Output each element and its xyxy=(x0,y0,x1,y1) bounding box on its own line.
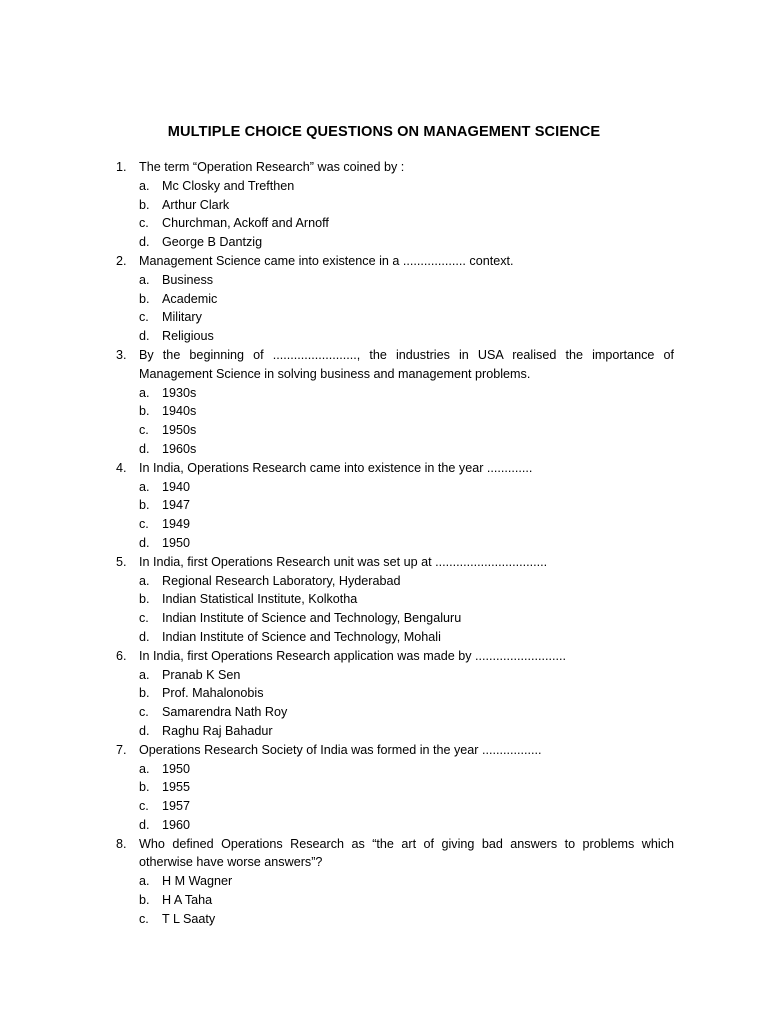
answer-option xyxy=(0,214,768,233)
option-letter: c. xyxy=(139,423,149,438)
option-letter: d. xyxy=(139,329,150,344)
option-letter: a. xyxy=(139,667,150,682)
answer-option xyxy=(0,760,768,779)
option-letter: b. xyxy=(139,893,150,908)
option-letter: b. xyxy=(139,686,150,701)
option-text: T L Saaty xyxy=(162,911,216,926)
option-text: Pranab K Sen xyxy=(162,667,241,682)
question-item xyxy=(0,158,768,252)
option-text: 1950s xyxy=(162,423,197,438)
option-text: Mc Closky and Trefthen xyxy=(162,178,295,193)
answer-option xyxy=(0,177,768,196)
option-letter: b. xyxy=(139,498,150,513)
question-text: otherwise have worse answers”? xyxy=(139,855,323,870)
answer-option xyxy=(0,872,768,891)
answer-option xyxy=(0,440,768,459)
option-letter: c. xyxy=(139,911,149,926)
answer-option xyxy=(0,910,768,929)
question-number: 8. xyxy=(116,836,127,851)
question-text-line xyxy=(0,252,768,271)
option-text: Indian Institute of Science and Technology, Mohali xyxy=(162,629,441,644)
option-text: Raghu Raj Bahadur xyxy=(162,723,273,738)
question-text-line xyxy=(0,647,768,666)
question-text-line xyxy=(0,835,768,854)
option-letter: c. xyxy=(139,216,149,231)
question-number: 1. xyxy=(116,160,127,174)
option-text: H M Wagner xyxy=(162,874,233,889)
option-letter: c. xyxy=(139,705,149,720)
question-text-line xyxy=(0,158,768,177)
question-number: 7. xyxy=(116,742,127,757)
option-letter: b. xyxy=(139,197,150,212)
option-text: Academic xyxy=(162,291,218,306)
option-letter: a. xyxy=(139,874,150,889)
question-item xyxy=(0,647,768,741)
option-text: 1947 xyxy=(162,498,191,513)
option-letter: c. xyxy=(139,517,149,532)
answer-option xyxy=(0,534,768,553)
question-item xyxy=(0,346,768,459)
option-letter: d. xyxy=(139,817,150,832)
option-text: Prof. Mahalonobis xyxy=(162,686,264,701)
option-letter: b. xyxy=(139,291,150,306)
option-text: 1930s xyxy=(162,385,197,400)
option-text: 1940s xyxy=(162,404,197,419)
question-text: Who defined Operations Research as “the art of giving bad answers to problems which xyxy=(139,836,674,851)
option-letter: c. xyxy=(139,799,149,814)
option-text: George B Dantzig xyxy=(162,235,263,250)
question-text-line xyxy=(0,853,768,872)
option-letter: c. xyxy=(139,611,149,626)
answer-option xyxy=(0,515,768,534)
option-text: Churchman, Ackoff and Arnoff xyxy=(162,216,329,231)
question-item xyxy=(0,835,768,929)
option-text: 1955 xyxy=(162,780,191,795)
option-text: 1960s xyxy=(162,441,197,456)
answer-option xyxy=(0,666,768,685)
option-text: Indian Institute of Science and Technology, Bengaluru xyxy=(162,611,462,626)
question-text: Management Science came into existence in a .................. context. xyxy=(139,253,514,268)
option-text: Samarendra Nath Roy xyxy=(162,705,288,720)
option-letter: b. xyxy=(139,404,150,419)
option-letter: a. xyxy=(139,573,150,588)
option-letter: a. xyxy=(139,178,150,193)
question-text: Operations Research Society of India was formed in the year ................. xyxy=(139,742,542,757)
answer-option xyxy=(0,384,768,403)
option-letter: a. xyxy=(139,385,150,400)
answer-option xyxy=(0,290,768,309)
answer-option xyxy=(0,402,768,421)
question-text: In India, first Operations Research unit was set up at ................................ xyxy=(139,554,548,569)
option-text: Indian Statistical Institute, Kolkotha xyxy=(162,592,358,607)
question-number: 3. xyxy=(116,347,127,362)
option-letter: c. xyxy=(139,310,149,325)
answer-option xyxy=(0,628,768,647)
answer-option xyxy=(0,722,768,741)
question-text-line xyxy=(0,346,768,365)
option-letter: d. xyxy=(139,629,150,644)
question-text: By the beginning of ........................, the industries in USA realised the importance of xyxy=(139,347,674,362)
question-text-line xyxy=(0,365,768,384)
option-letter: b. xyxy=(139,780,150,795)
option-text: 1949 xyxy=(162,517,191,532)
question-text: The term “Operation Research” was coined by : xyxy=(139,160,405,174)
option-letter: b. xyxy=(139,592,150,607)
option-text: Arthur Clark xyxy=(162,197,230,212)
option-letter: a. xyxy=(139,272,150,287)
question-item xyxy=(0,553,768,647)
option-letter: d. xyxy=(139,441,150,456)
option-letter: a. xyxy=(139,479,150,494)
document-title: MULTIPLE CHOICE QUESTIONS ON MANAGEMENT SCIENCE xyxy=(167,124,601,140)
question-item xyxy=(0,741,768,835)
answer-option xyxy=(0,797,768,816)
question-list xyxy=(0,158,768,929)
answer-option xyxy=(0,196,768,215)
answer-option xyxy=(0,609,768,628)
answer-option xyxy=(0,308,768,327)
option-text: 1960 xyxy=(162,817,191,832)
question-number: 4. xyxy=(116,460,127,475)
answer-option xyxy=(0,590,768,609)
answer-option xyxy=(0,816,768,835)
question-text-line xyxy=(0,553,768,572)
option-text: Religious xyxy=(162,329,214,344)
question-number: 6. xyxy=(116,648,127,663)
answer-option xyxy=(0,703,768,722)
answer-option xyxy=(0,271,768,290)
question-item xyxy=(0,252,768,346)
answer-option xyxy=(0,478,768,497)
option-letter: d. xyxy=(139,723,150,738)
question-number: 5. xyxy=(116,554,127,569)
answer-option xyxy=(0,778,768,797)
question-text-line xyxy=(0,741,768,760)
answer-option xyxy=(0,233,768,252)
question-text: Management Science in solving business and management problems. xyxy=(139,366,531,381)
question-text-line xyxy=(0,459,768,478)
answer-option xyxy=(0,684,768,703)
question-text: In India, first Operations Research application was made by .......................... xyxy=(139,648,566,663)
answer-option xyxy=(0,496,768,515)
question-text: In India, Operations Research came into existence in the year ............. xyxy=(139,460,533,475)
question-number: 2. xyxy=(116,253,127,268)
option-letter: a. xyxy=(139,761,150,776)
answer-option xyxy=(0,327,768,346)
question-item xyxy=(0,459,768,553)
answer-option xyxy=(0,891,768,910)
answer-option xyxy=(0,572,768,591)
option-text: 1957 xyxy=(162,799,191,814)
option-text: H A Taha xyxy=(162,893,213,908)
option-text: 1950 xyxy=(162,761,191,776)
option-text: 1940 xyxy=(162,479,191,494)
option-letter: d. xyxy=(139,535,150,550)
option-text: Military xyxy=(162,310,202,325)
option-text: Business xyxy=(162,272,214,287)
option-letter: d. xyxy=(139,235,150,250)
option-text: 1950 xyxy=(162,535,191,550)
option-text: Regional Research Laboratory, Hyderabad xyxy=(162,573,401,588)
answer-option xyxy=(0,421,768,440)
